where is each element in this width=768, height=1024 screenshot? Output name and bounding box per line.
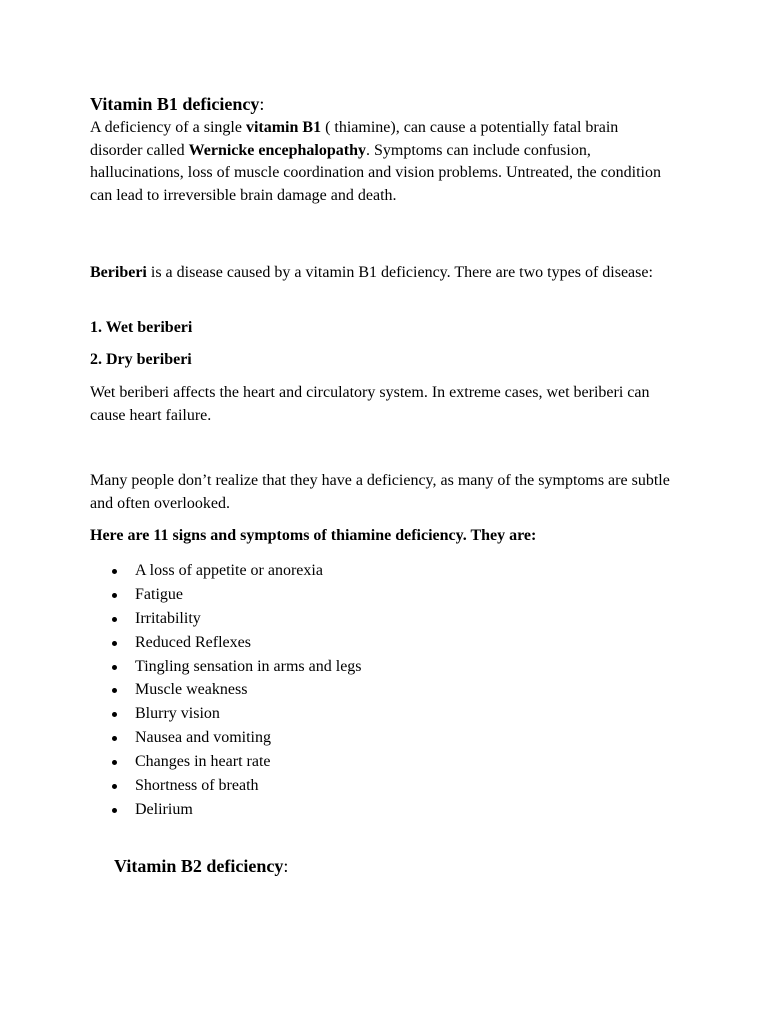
beriberi-bold: Beriberi bbox=[90, 264, 147, 281]
section-heading-b1 bbox=[90, 94, 264, 115]
heading-colon: : bbox=[259, 94, 265, 114]
type-wet-beriberi: 1. Wet beriberi bbox=[90, 319, 193, 336]
list-item bbox=[112, 678, 362, 702]
intro-text-1: A deficiency of a single bbox=[90, 119, 246, 136]
list-item bbox=[112, 774, 362, 798]
bullet-icon bbox=[112, 688, 117, 693]
bullet-icon bbox=[112, 712, 117, 717]
list-item-text: Muscle weakness bbox=[135, 681, 248, 699]
list-item-text: Delirium bbox=[135, 800, 193, 818]
list-item bbox=[112, 798, 362, 822]
heading-colon: : bbox=[283, 856, 289, 876]
list-item-text: Fatigue bbox=[135, 585, 183, 603]
list-item bbox=[112, 607, 362, 631]
list-item-text: Shortness of breath bbox=[135, 777, 259, 795]
intro-text-2: ( thiamine), can cause a potentially fatal brain disorder called bbox=[90, 119, 619, 159]
list-item-text: Reduced Reflexes bbox=[135, 633, 251, 651]
bullet-icon bbox=[112, 736, 117, 741]
heading-text: Vitamin B1 deficiency bbox=[90, 94, 260, 114]
list-item-text: Changes in heart rate bbox=[135, 753, 271, 771]
bullet-icon bbox=[112, 784, 117, 789]
bullet-icon bbox=[112, 617, 117, 622]
list-item-text: A loss of appetite or anorexia bbox=[135, 562, 323, 579]
beriberi-paragraph bbox=[90, 262, 670, 285]
bullet-icon bbox=[112, 593, 117, 598]
list-item-text: Irritability bbox=[135, 609, 201, 627]
bullet-icon bbox=[112, 569, 117, 574]
list-item bbox=[112, 750, 362, 774]
bullet-icon bbox=[112, 808, 117, 813]
list-item-text: Blurry vision bbox=[135, 705, 220, 723]
wet-beriberi-paragraph: Wet beriberi affects the heart and circulatory system. In extreme cases, wet beriberi can cause heart failure. bbox=[90, 384, 650, 424]
list-item-text: Nausea and vomiting bbox=[135, 729, 271, 747]
intro-text-3: . Symptoms can include confusion, hallucinations, loss of muscle coordination and vision problems. Untreated, the condition can lead to irreversible brain damage and death. bbox=[90, 141, 661, 204]
intro-bold-wernicke: Wernicke encephalopathy bbox=[188, 141, 366, 159]
list-item bbox=[112, 631, 362, 655]
bullet-icon bbox=[112, 665, 117, 670]
bullet-icon bbox=[112, 641, 117, 646]
heading-text: Vitamin B2 deficiency bbox=[114, 856, 284, 876]
list-item bbox=[112, 655, 362, 679]
section-heading-b2 bbox=[114, 856, 288, 877]
list-item-text: Tingling sensation in arms and legs bbox=[135, 657, 362, 675]
list-item bbox=[112, 559, 362, 583]
type-dry-beriberi: 2. Dry beriberi bbox=[90, 351, 192, 368]
intro-bold-vitamin: vitamin B1 bbox=[245, 119, 322, 136]
signs-heading: Here are 11 signs and symptoms of thiamine deficiency. They are: bbox=[90, 527, 537, 544]
symptoms-list bbox=[112, 559, 362, 822]
intro-paragraph bbox=[90, 117, 670, 207]
bullet-icon bbox=[112, 760, 117, 765]
beriberi-text: is a disease caused by a vitamin B1 deficiency. There are two types of disease: bbox=[146, 264, 653, 281]
list-item bbox=[112, 702, 362, 726]
list-item bbox=[112, 726, 362, 750]
list-item bbox=[112, 583, 362, 607]
realize-paragraph: Many people don’t realize that they have a deficiency, as many of the symptoms are subtle and often overlooked. bbox=[90, 472, 670, 512]
